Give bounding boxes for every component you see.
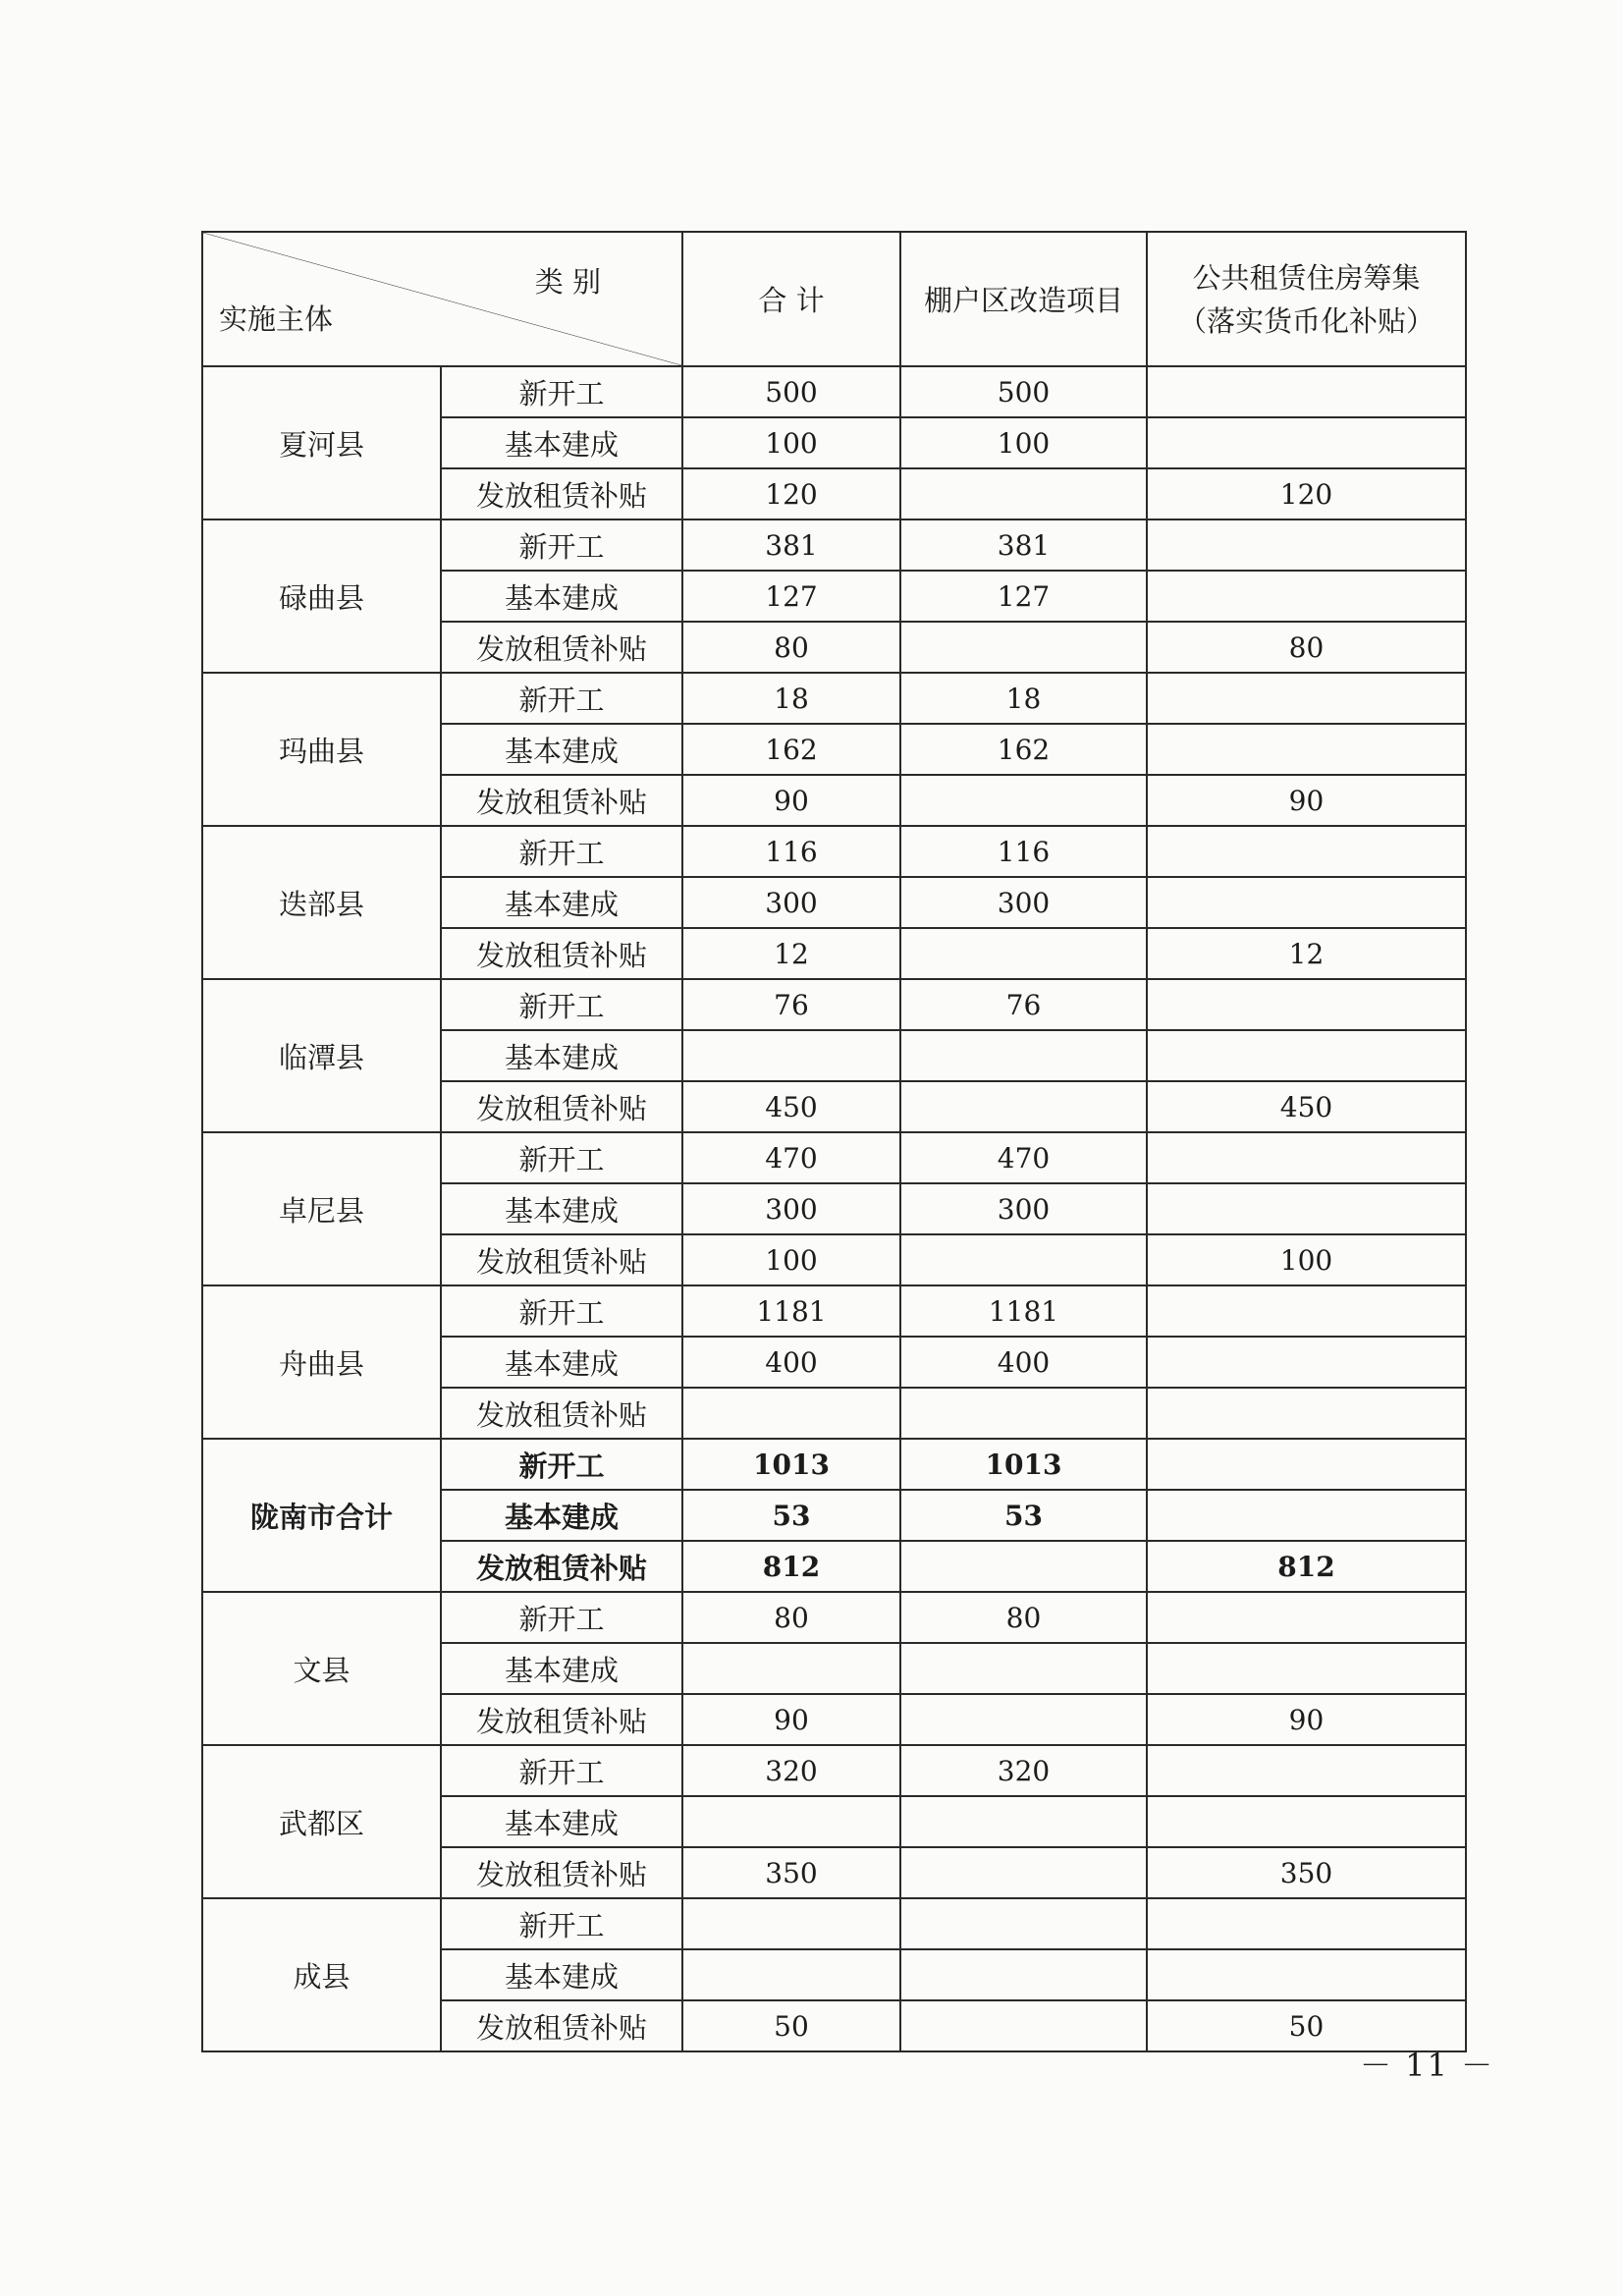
table-header-row	[202, 232, 1466, 366]
public-value-cell: 450	[1147, 1081, 1466, 1132]
public-value-cell	[1147, 1592, 1466, 1643]
public-value-cell: 100	[1147, 1234, 1466, 1285]
category-cell: 基本建成	[441, 571, 682, 622]
public-value-cell: 90	[1147, 775, 1466, 826]
header-public-rental	[1147, 232, 1466, 366]
public-value-cell	[1147, 571, 1466, 622]
total-value-cell	[682, 1388, 900, 1439]
total-value-cell: 450	[682, 1081, 900, 1132]
public-value-cell	[1147, 877, 1466, 928]
category-label: 类 别	[534, 265, 601, 299]
category-cell: 发放租赁补贴	[441, 468, 682, 519]
table-row	[202, 979, 1466, 1030]
total-value-cell: 90	[682, 1694, 900, 1745]
total-value-cell: 300	[682, 1183, 900, 1234]
category-cell: 基本建成	[441, 1949, 682, 2000]
entity-cell: 舟曲县	[202, 1285, 441, 1439]
total-value-cell: 80	[682, 1592, 900, 1643]
public-value-cell: 12	[1147, 928, 1466, 979]
shanty-value-cell	[900, 1847, 1147, 1898]
shanty-value-cell: 18	[900, 673, 1147, 724]
category-cell: 新开工	[441, 1132, 682, 1183]
category-cell: 基本建成	[441, 1183, 682, 1234]
category-cell: 新开工	[441, 1898, 682, 1949]
shanty-value-cell	[900, 1694, 1147, 1745]
public-value-cell: 90	[1147, 1694, 1466, 1745]
public-value-cell	[1147, 1796, 1466, 1847]
category-cell: 基本建成	[441, 1490, 682, 1541]
total-value-cell	[682, 1030, 900, 1081]
total-value-cell: 400	[682, 1337, 900, 1388]
public-value-cell: 120	[1147, 468, 1466, 519]
total-value-cell: 116	[682, 826, 900, 877]
total-value-cell	[682, 1949, 900, 2000]
public-value-cell	[1147, 1388, 1466, 1439]
shanty-value-cell	[900, 1541, 1147, 1592]
shanty-value-cell: 300	[900, 877, 1147, 928]
table-row	[202, 673, 1466, 724]
shanty-value-cell	[900, 1898, 1147, 1949]
total-value-cell: 812	[682, 1541, 900, 1592]
category-cell: 发放租赁补贴	[441, 1847, 682, 1898]
entity-cell: 碌曲县	[202, 519, 441, 673]
header-public-rental-line2: （落实货币化补贴）	[1177, 303, 1434, 338]
shanty-value-cell: 1181	[900, 1285, 1147, 1337]
category-cell: 基本建成	[441, 1643, 682, 1694]
header-shantytown: 棚户区改造项目	[900, 232, 1147, 366]
entity-cell: 陇南市合计	[202, 1439, 441, 1592]
shanty-value-cell	[900, 1030, 1147, 1081]
category-cell: 发放租赁补贴	[441, 2000, 682, 2051]
shanty-value-cell	[900, 928, 1147, 979]
header-total: 合 计	[682, 232, 900, 366]
category-cell: 发放租赁补贴	[441, 775, 682, 826]
total-value-cell	[682, 1796, 900, 1847]
public-value-cell	[1147, 1337, 1466, 1388]
shanty-value-cell: 53	[900, 1490, 1147, 1541]
total-value-cell: 300	[682, 877, 900, 928]
public-value-cell: 812	[1147, 1541, 1466, 1592]
public-value-cell: 350	[1147, 1847, 1466, 1898]
table-row	[202, 366, 1466, 417]
category-cell: 基本建成	[441, 417, 682, 468]
category-cell: 基本建成	[441, 1030, 682, 1081]
public-value-cell	[1147, 724, 1466, 775]
category-cell: 基本建成	[441, 1796, 682, 1847]
public-value-cell	[1147, 979, 1466, 1030]
shanty-value-cell	[900, 1081, 1147, 1132]
shanty-value-cell: 500	[900, 366, 1147, 417]
total-value-cell: 381	[682, 519, 900, 571]
public-value-cell	[1147, 673, 1466, 724]
table-row	[202, 1592, 1466, 1643]
total-value-cell: 470	[682, 1132, 900, 1183]
housing-table	[201, 231, 1467, 2052]
total-value-cell: 127	[682, 571, 900, 622]
public-value-cell: 50	[1147, 2000, 1466, 2051]
entity-cell: 卓尼县	[202, 1132, 441, 1285]
total-value-cell: 100	[682, 1234, 900, 1285]
total-value-cell: 1181	[682, 1285, 900, 1337]
total-value-cell: 120	[682, 468, 900, 519]
category-cell: 新开工	[441, 826, 682, 877]
category-cell: 发放租赁补贴	[441, 1234, 682, 1285]
total-value-cell: 12	[682, 928, 900, 979]
public-value-cell	[1147, 1949, 1466, 2000]
total-value-cell: 90	[682, 775, 900, 826]
total-value-cell	[682, 1898, 900, 1949]
shanty-value-cell	[900, 1796, 1147, 1847]
shanty-value-cell: 320	[900, 1745, 1147, 1796]
entity-label: 实施主体	[219, 302, 334, 336]
shanty-value-cell	[900, 468, 1147, 519]
category-cell: 新开工	[441, 1439, 682, 1490]
table-row	[202, 826, 1466, 877]
shanty-value-cell: 300	[900, 1183, 1147, 1234]
public-value-cell	[1147, 1490, 1466, 1541]
public-value-cell	[1147, 826, 1466, 877]
shanty-value-cell	[900, 2000, 1147, 2051]
header-public-rental-line1: 公共租赁住房筹集	[1192, 260, 1421, 295]
entity-cell: 玛曲县	[202, 673, 441, 826]
category-cell: 发放租赁补贴	[441, 1541, 682, 1592]
total-value-cell: 50	[682, 2000, 900, 2051]
table-row	[202, 1745, 1466, 1796]
category-cell: 新开工	[441, 1745, 682, 1796]
shanty-value-cell	[900, 775, 1147, 826]
public-value-cell	[1147, 1183, 1466, 1234]
shanty-value-cell: 162	[900, 724, 1147, 775]
shanty-value-cell	[900, 1234, 1147, 1285]
shanty-value-cell: 80	[900, 1592, 1147, 1643]
category-cell: 基本建成	[441, 877, 682, 928]
entity-cell: 临潭县	[202, 979, 441, 1132]
shanty-value-cell: 100	[900, 417, 1147, 468]
table-row	[202, 1439, 1466, 1490]
public-value-cell	[1147, 1898, 1466, 1949]
total-value-cell: 350	[682, 1847, 900, 1898]
page-number: － 11 －	[1360, 2047, 1495, 2084]
total-value-cell: 18	[682, 673, 900, 724]
category-cell: 新开工	[441, 1592, 682, 1643]
shanty-value-cell	[900, 1388, 1147, 1439]
public-value-cell	[1147, 519, 1466, 571]
shanty-value-cell	[900, 622, 1147, 673]
shanty-value-cell: 400	[900, 1337, 1147, 1388]
total-value-cell: 1013	[682, 1439, 900, 1490]
shanty-value-cell: 470	[900, 1132, 1147, 1183]
entity-cell: 武都区	[202, 1745, 441, 1898]
entity-cell: 夏河县	[202, 366, 441, 519]
category-cell: 新开工	[441, 673, 682, 724]
table-row	[202, 1898, 1466, 1949]
public-value-cell: 80	[1147, 622, 1466, 673]
diagonal-header-cell	[202, 232, 682, 366]
public-value-cell	[1147, 1285, 1466, 1337]
public-value-cell	[1147, 1745, 1466, 1796]
category-cell: 新开工	[441, 979, 682, 1030]
shanty-value-cell: 76	[900, 979, 1147, 1030]
category-cell: 新开工	[441, 1285, 682, 1337]
public-value-cell	[1147, 1439, 1466, 1490]
public-value-cell	[1147, 417, 1466, 468]
shanty-value-cell: 381	[900, 519, 1147, 571]
total-value-cell: 100	[682, 417, 900, 468]
table-row	[202, 1132, 1466, 1183]
total-value-cell: 80	[682, 622, 900, 673]
entity-cell: 成县	[202, 1898, 441, 2051]
total-value-cell: 500	[682, 366, 900, 417]
category-cell: 基本建成	[441, 1337, 682, 1388]
shanty-value-cell: 116	[900, 826, 1147, 877]
total-value-cell: 162	[682, 724, 900, 775]
table-row	[202, 1285, 1466, 1337]
public-value-cell	[1147, 1643, 1466, 1694]
entity-cell: 迭部县	[202, 826, 441, 979]
category-cell: 发放租赁补贴	[441, 1694, 682, 1745]
total-value-cell	[682, 1643, 900, 1694]
category-cell: 发放租赁补贴	[441, 1081, 682, 1132]
category-cell: 发放租赁补贴	[441, 622, 682, 673]
public-value-cell	[1147, 366, 1466, 417]
shanty-value-cell	[900, 1643, 1147, 1694]
public-value-cell	[1147, 1132, 1466, 1183]
category-cell: 发放租赁补贴	[441, 928, 682, 979]
category-cell: 新开工	[441, 366, 682, 417]
entity-cell: 文县	[202, 1592, 441, 1745]
total-value-cell: 76	[682, 979, 900, 1030]
total-value-cell: 320	[682, 1745, 900, 1796]
shanty-value-cell: 1013	[900, 1439, 1147, 1490]
shanty-value-cell	[900, 1949, 1147, 2000]
table-row	[202, 519, 1466, 571]
public-value-cell	[1147, 1030, 1466, 1081]
total-value-cell: 53	[682, 1490, 900, 1541]
category-cell: 发放租赁补贴	[441, 1388, 682, 1439]
category-cell: 基本建成	[441, 724, 682, 775]
shanty-value-cell: 127	[900, 571, 1147, 622]
category-cell: 新开工	[441, 519, 682, 571]
